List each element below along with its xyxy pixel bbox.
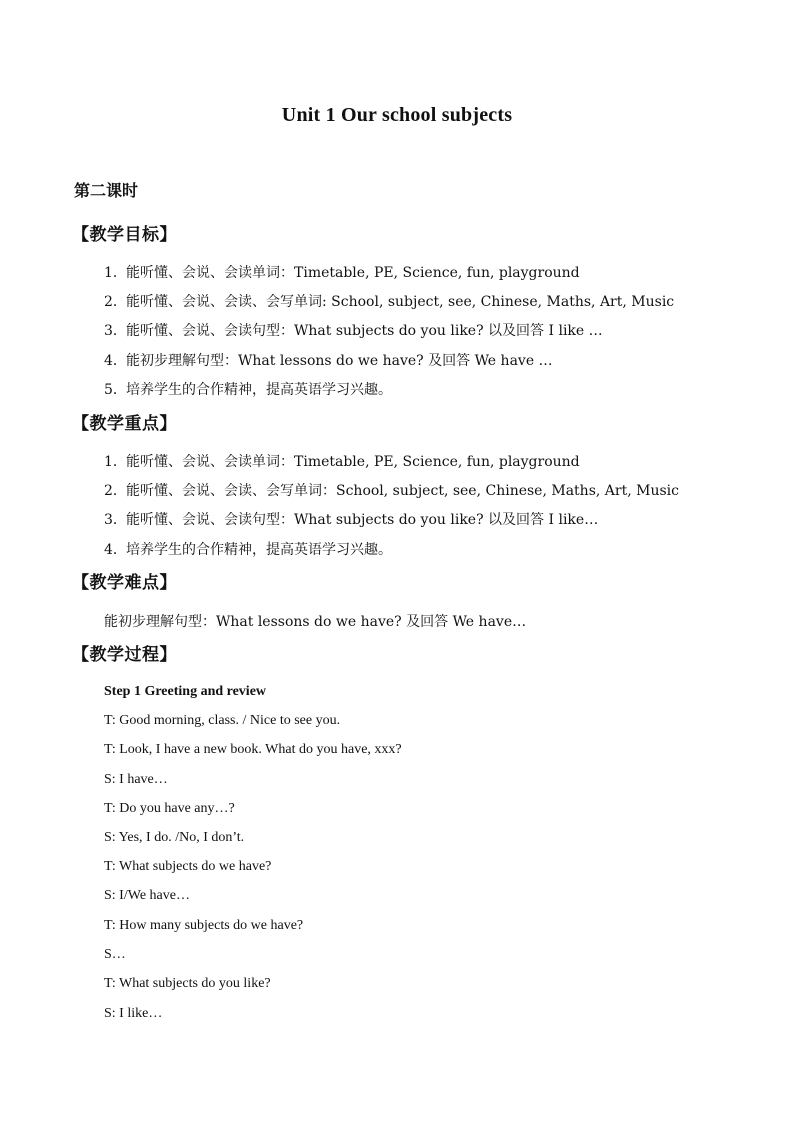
key-point-item-2: 2．能听懂、会说、会读、会写单词：School, subject, see, Chinese, Maths, Art, Music [104, 483, 679, 499]
difficulty-text: 能初步理解句型：What lessons do we have? 及回答 We have… [104, 614, 527, 630]
dialogue-line: S: I/We have… [104, 888, 190, 903]
key-point-item-4: 4．培养学生的合作精神，提高英语学习兴趣。 [104, 542, 392, 558]
dialogue-line: S: I have… [104, 772, 168, 787]
dialogue-line: T: What subjects do we have? [104, 859, 272, 874]
process-heading: 【教学过程】 [72, 645, 177, 665]
lesson-label: 第二课时 [74, 181, 139, 200]
objective-item-1: 1．能听懂、会说、会读单词：Timetable, PE, Science, fun, playground [104, 265, 580, 281]
objective-item-4: 4．能初步理解句型：What lessons do we have? 及回答 We have … [104, 353, 553, 369]
dialogue-line: S: I like… [104, 1006, 163, 1021]
difficulties-heading: 【教学难点】 [72, 573, 177, 593]
dialogue-line: T: Look, I have a new book. What do you have, xxx? [104, 742, 402, 757]
dialogue-line: S… [104, 947, 126, 962]
key-points-heading: 【教学重点】 [72, 414, 177, 434]
dialogue-line: S: Yes, I do. /No, I don’t. [104, 830, 245, 845]
dialogue-line: T: Do you have any…? [104, 801, 235, 816]
document-title: Unit 1 Our school subjects [281, 104, 513, 126]
key-point-item-1: 1．能听懂、会说、会读单词：Timetable, PE, Science, fun, playground [104, 454, 580, 470]
dialogue-line: T: How many subjects do we have? [104, 918, 304, 933]
dialogue-line: T: Good morning, class. / Nice to see you. [104, 713, 341, 728]
objective-item-3: 3．能听懂、会说、会读句型：What subjects do you like? 以及回答 I like … [104, 323, 603, 339]
objective-item-5: 5．培养学生的合作精神，提高英语学习兴趣。 [104, 382, 392, 398]
step-heading: Step 1 Greeting and review [104, 684, 267, 699]
dialogue-line: T: What subjects do you like? [104, 976, 271, 991]
key-point-item-3: 3．能听懂、会说、会读句型：What subjects do you like? 以及回答 I like… [104, 512, 599, 528]
objectives-heading: 【教学目标】 [72, 225, 177, 245]
objective-item-2: 2．能听懂、会说、会读、会写单词: School, subject, see, Chinese, Maths, Art, Music [104, 294, 675, 310]
